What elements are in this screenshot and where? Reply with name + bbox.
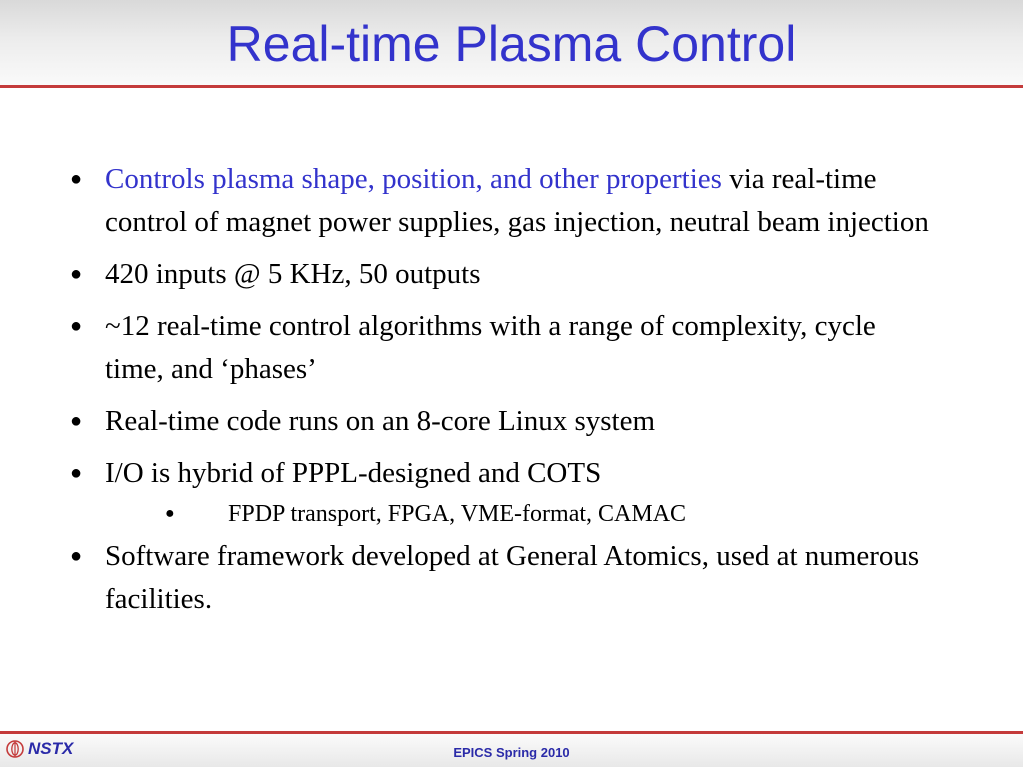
bullet-text: 420 inputs @ 5 KHz, 50 outputs — [105, 258, 481, 290]
sub-bullet-item — [0, 498, 948, 530]
title-divider — [0, 85, 1023, 88]
bullet-text: via real-time control of magnet power supplies, gas injection, neutral beam injection — [105, 163, 929, 238]
bullet-item — [0, 305, 940, 391]
bullet-item — [0, 400, 940, 443]
bullet-item — [0, 158, 940, 244]
bullet-dot-icon: ● — [70, 462, 83, 484]
bullet-item — [0, 452, 940, 495]
slide-title: Real-time Plasma Control — [226, 16, 797, 72]
bullet-text: ~12 real-time control algorithms with a range of complexity, cycle time, and ‘phases’ — [105, 310, 876, 385]
bullet-lead-text: Controls plasma shape, position, and other properties — [105, 163, 722, 195]
bullet-dot-icon: ● — [70, 410, 83, 432]
bullet-dot-icon: ● — [70, 315, 83, 337]
bullet-text: Software framework developed at General Atomics, used at numerous facilities. — [105, 540, 920, 615]
bullet-text: FPDP transport, FPGA, VME-format, CAMAC — [228, 501, 687, 527]
bullet-dot-icon: ● — [70, 545, 83, 567]
bullet-item — [0, 535, 940, 621]
bullet-dot-icon: ● — [70, 263, 83, 285]
bullet-list — [0, 158, 1023, 630]
logo-text: NSTX — [28, 739, 74, 758]
bullet-text: Real-time code runs on an 8-core Linux system — [105, 405, 656, 437]
bullet-item — [0, 253, 940, 296]
bullet-dot-icon: ● — [165, 505, 175, 522]
footer-label: EPICS Spring 2010 — [453, 745, 570, 760]
bullet-dot-icon: ● — [70, 168, 83, 190]
bullet-text: I/O is hybrid of PPPL-designed and COTS — [105, 457, 602, 489]
